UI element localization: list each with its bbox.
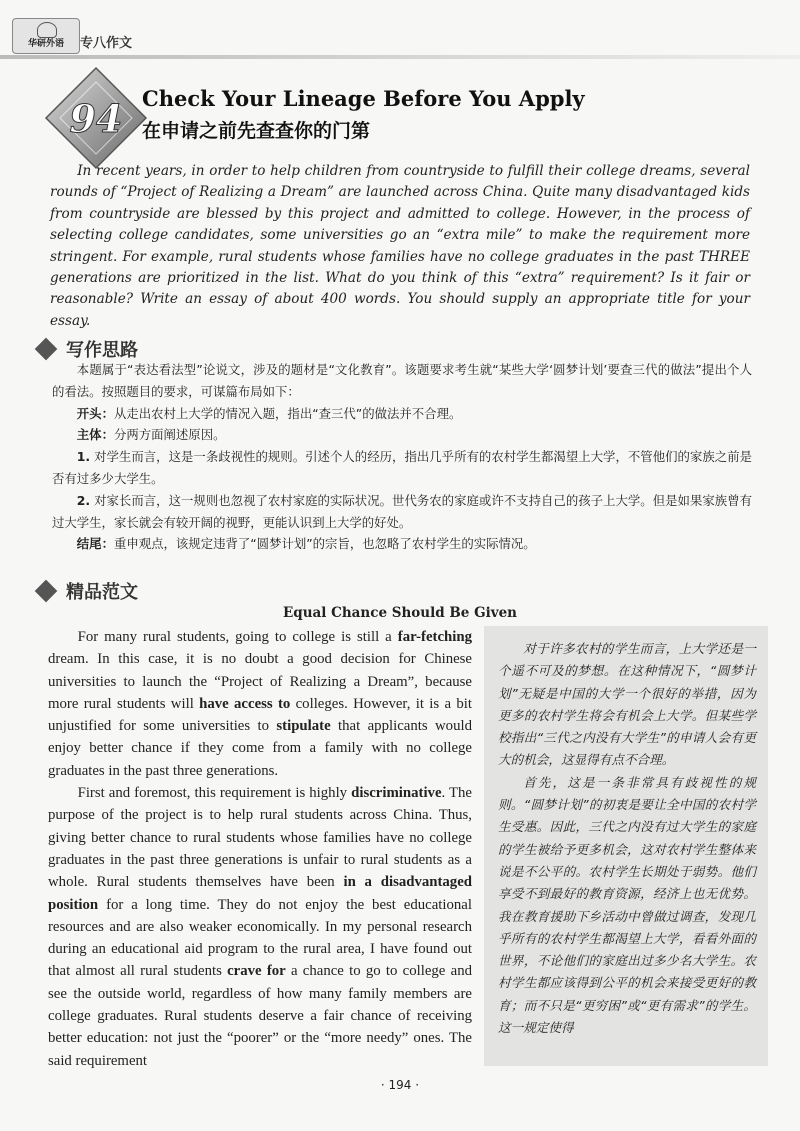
text: First and foremost, this requirement is highly [77,785,352,802]
text: For many rural students, going to college is still a [77,629,398,645]
label: 1. [76,449,91,465]
text: a chance to go to college and see the outside world, regardless of how many family members are college graduates. Rural students deserve a fair chance of receiving better education: not just the “poorer” or the “more needy” ones. The said requirement [48,963,472,1069]
idea-opening [52,403,752,425]
essay-title: Equal Chance Should Be Given [282,605,517,621]
diamond-bullet-icon [35,580,58,603]
text: 分两方面阐述原因。 [113,427,226,443]
series-label: 专八作文 [80,36,133,51]
zh-paragraph-1: 对于许多农村的学生而言，上大学还是一个遥不可及的梦想。在这种情况下，“圆梦计划”无疑是中国的大学一个很好的举措，因为更多的农村学生将会有机会上大学。但某些学校指出“三代之内没有大学生”的申请人会有更大的机会，这显得有点不合理。 [498,641,756,768]
label: 结尾： [76,536,114,552]
essay-chinese-translation [484,626,768,1066]
zh-paragraph-2: 首先，这是一条非常具有歧视性的规则。“圆梦计划”的初衷是要让全中国的农村学生受惠。因此，三代之内没有过大学生的家庭的学生被给予更多机会，这对农村学生整体来说是不公平的。农村学生长期处于弱势。他们享受不到最好的教育资源，经济上也无优势。我在教育援助下乡活动中曾做过调查，发现几乎所有的农村学生都渴望上大学，看看外面的世界，不论他们的家庭出过多少名大学生。农村学生都应该得到公平的机会来接受更好的教育；而不只是“更穷困”或“更有需求”的学生。这一规定使得 [498,774,756,1036]
text: 对学生而言，这是一条歧视性的规则。引述个人的经历，指出几乎所有的农村学生都渴望上大学，不管他们的家族之前是否有过多少大学生。 [52,449,752,486]
keyword: discriminative [351,785,442,802]
keyword: stipulate [276,718,331,735]
idea-point-2 [52,490,752,534]
essay-number-badge [42,64,150,172]
title-chinese: 在申请之前先查查你的门第 [142,120,371,142]
text: 从走出农村上大学的情况入题，指出“查三代”的做法并不合理。 [113,405,462,421]
essay-english [48,626,472,1072]
label: 2. [76,492,91,508]
idea-ending [52,533,752,555]
essay-number: 94 [69,96,123,141]
keyword: have access to [199,695,291,712]
essay-paragraph-2 [48,782,472,1072]
idea-body [52,424,752,446]
section-title: 写作思路 [66,340,138,361]
header-band [0,55,800,59]
idea-point-1 [52,446,752,490]
text: 对家长而言，这一规则也忽视了农村家庭的实际状况。世代务农的家庭或许不支持自己的孩子上大学。但是如果家族曾有过大学生，家长就会有较开阔的视野，更能认识到上大学的好处。 [52,492,752,530]
text: . The purpose of the project is to help rural students across China. Thus, giving better chance to rural students whose families have no college graduates in the past three generations is unfair to rural students as a whole. Rural students themselves have been [48,785,472,891]
text: that applicants would enjoy better chance if they come from a family with no college graduates in the past three generations. [48,718,472,779]
page-number: · 194 · [380,1078,420,1092]
label: 主体： [76,427,114,443]
publisher-logo [12,18,80,54]
label: 开头： [76,405,114,421]
keyword: crave for [227,963,286,980]
cloud-icon [37,22,57,38]
section-heading-sample [38,578,138,604]
text: for a long time. They do not enjoy the best educational resources and are also weaker economically. In my personal research during an educational aid program to the rural area, I have found out that almost all rural students [48,896,472,980]
text: 重申观点，该规定违背了“圆梦计划”的宗旨，也忽略了农村学生的实际情况。 [113,536,536,552]
section-title: 精品范文 [66,582,138,603]
text: colleges. However, it is a bit unjustified for some universities to [48,695,472,735]
essay-prompt: In recent years, in order to help children from countryside to fulfill their college dreams, several rounds of “Project of Realizing a Dream” are launched across China. Quite many disadvantaged kids from countryside are blessed by this project and admitted to college. However, in the process of selecting college candidates, some universities go an “extra mile” to make the requirement more stringent. For example, rural students whose families have no college graduates in the past THREE generations are prioritized in the list. What do you think of this “extra” requirement? Is it fair or reasonable? Write an essay of about 400 words. You should supply an appropriate title for your essay. [50,163,750,329]
keyword: in a disadvantaged position [48,874,472,913]
text: dream. In this case, it is no doubt a good decision for Chinese universities to launch the “Project of Realizing a Dream”, because more rural students will [48,651,472,712]
essay-paragraph-1 [48,626,472,782]
keyword: far-fetching [397,629,472,645]
writing-idea-block [52,359,752,555]
idea-intro: 本题属于“表达看法型”论说文，涉及的题材是“文化教育”。该题要求考生就“某些大学‘圆梦计划’要查三代的做法”提出个人的看法。按照题目的要求，可谋篇布局如下： [52,362,752,399]
diamond-bullet-icon [35,338,58,361]
logo-text: 华研外语 [27,39,64,49]
title-english: Check Your Lineage Before You Apply [142,86,585,111]
